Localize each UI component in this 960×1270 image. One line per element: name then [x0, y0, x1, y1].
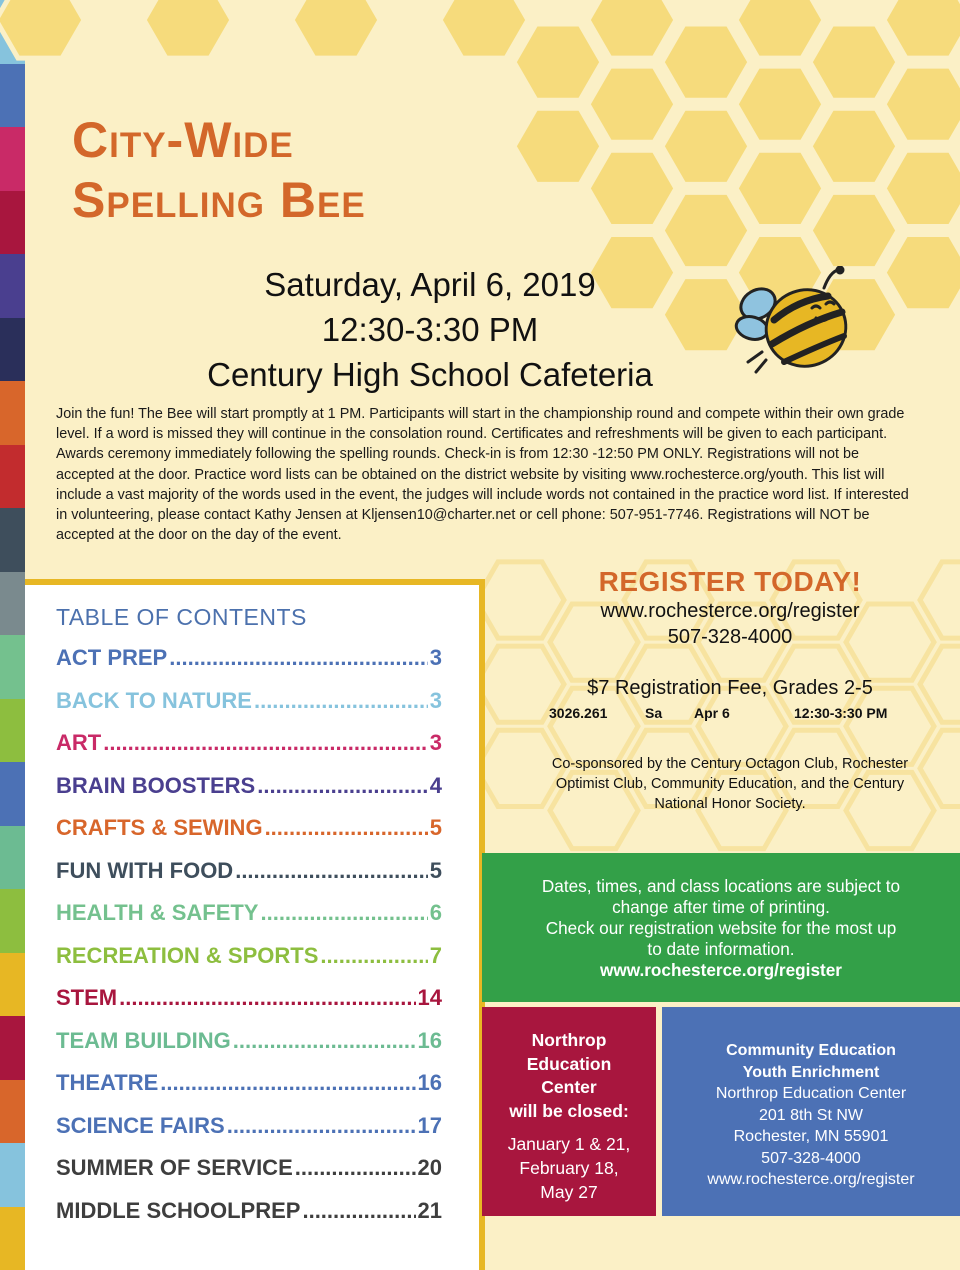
- honeycomb-cell: [884, 150, 960, 226]
- toc-item[interactable]: [56, 645, 442, 688]
- event-location: Century High School Cafeteria: [207, 356, 653, 393]
- toc-list: [56, 645, 442, 1240]
- toc-item-page: 21: [417, 1197, 442, 1223]
- toc-leader-dots: [257, 773, 428, 799]
- event-time: 12:30-3:30 PM: [321, 311, 539, 348]
- closure-date-3: May 27: [540, 1182, 598, 1202]
- honeycomb-cell: [810, 24, 898, 100]
- schedule-notice-box: [482, 853, 960, 1002]
- contact-line-4: 201 8th St NW: [758, 1106, 864, 1124]
- toc-item[interactable]: [56, 688, 442, 731]
- honeycomb-cell: [588, 0, 676, 58]
- toc-item-page: 6: [429, 900, 442, 925]
- toc-item[interactable]: [56, 985, 442, 1028]
- toc-item-page: 16: [417, 1070, 442, 1095]
- honeycomb-cell: [810, 108, 898, 184]
- toc-leader-dots: [265, 815, 428, 841]
- toc-leader-dots: [169, 645, 428, 671]
- closure-date-2: February 18,: [519, 1158, 619, 1178]
- closure-line-3: Center: [541, 1077, 597, 1097]
- toc-item-label: BRAIN BOOSTERS: [56, 772, 256, 798]
- honeycomb-cell: [662, 24, 750, 100]
- intro-paragraph: Join the fun! The Bee will start promptly at 1 PM. Participants will start in the championship round and compete within their own grade level. If a word is missed they will continue in the consolation round. Certificates and refreshments will be given to each participant. Awards ceremony immediately following the spelling rounds. Check-in is from 12:30 -12:50 PM ONLY. Registrations will not be accepted at the door. Practice word lists can be obtained on the district website by visiting www.rochesterce.org/youth. This list will include a vast majority of the words used in the event, the judges will include words not contained in the practice word list. If interested in volunteering, please contact Kathy Jensen at Kljensen10@charter.net or cell phone: 507-951-7746. Registrations will NOT be accepted at the door on the day of the event.: [56, 406, 909, 544]
- toc-item-label: TEAM BUILDING: [56, 1027, 231, 1053]
- toc-leader-dots: [260, 900, 427, 926]
- toc-item[interactable]: [56, 900, 442, 943]
- toc-item-label: HEALTH & SAFETY: [56, 900, 259, 925]
- title-line-2: Spelling Bee: [72, 172, 366, 228]
- toc-item-label: SCIENCE FAIRS: [56, 1112, 225, 1138]
- toc-item-page: 3: [429, 645, 442, 670]
- register-heading: REGISTER TODAY!: [598, 566, 862, 597]
- toc-item-label: ART: [56, 730, 102, 755]
- toc-item[interactable]: [56, 858, 442, 901]
- closure-line-1: Northrop: [531, 1030, 607, 1050]
- page-title: [72, 110, 366, 230]
- toc-item-page: 5: [429, 815, 442, 840]
- toc-item-label: STEM: [56, 985, 118, 1010]
- toc-item-page: 14: [417, 985, 442, 1010]
- honeycomb-cell: [144, 0, 232, 58]
- toc-item-page: 20: [417, 1155, 442, 1180]
- toc-item-label: CRAFTS & SEWING: [56, 815, 263, 840]
- toc-leader-dots: [235, 858, 428, 884]
- toc-heading: TABLE OF CONTENTS: [56, 604, 307, 630]
- honeycomb-cell: [884, 66, 960, 142]
- honeycomb-cell: [736, 66, 824, 142]
- contact-url-link[interactable]: www.rochesterce.org/register: [707, 1171, 915, 1188]
- closure-notice-box: [482, 1007, 656, 1216]
- toc-item[interactable]: [56, 730, 442, 773]
- honeycomb-cell: [736, 0, 824, 58]
- honeycomb-cell: [662, 108, 750, 184]
- session-day: Sa: [645, 705, 663, 721]
- toc-item-label: RECREATION & SPORTS: [56, 942, 319, 968]
- honeycomb-cell: [514, 24, 602, 100]
- register-url-link[interactable]: www.rochesterce.org/register: [600, 600, 860, 622]
- toc-item-label: ACT PREP: [56, 645, 168, 670]
- toc-item-page: 4: [429, 772, 442, 798]
- table-of-contents: [25, 579, 485, 1270]
- notice-line-3: Check our registration website for the most up: [545, 918, 897, 938]
- session-code: 3026.261: [549, 705, 608, 721]
- contact-info-box: [662, 1007, 960, 1216]
- toc-leader-dots: [227, 1113, 416, 1139]
- notice-line-4: to date information.: [647, 939, 795, 959]
- honeycomb-cell: [884, 0, 960, 58]
- honeycomb-cell: [514, 108, 602, 184]
- toc-item[interactable]: [56, 1070, 442, 1113]
- toc-item-label: MIDDLE SCHOOLPREP: [56, 1197, 301, 1223]
- honeycomb-cell: [662, 192, 750, 268]
- cosponsors-text: Co-sponsored by the Century Octagon Club, Rochester Optimist Club, Community Education, and the Century National Honor Society.: [551, 756, 909, 812]
- toc-leader-dots: [233, 1028, 416, 1054]
- toc-leader-dots: [254, 688, 428, 714]
- toc-item[interactable]: [56, 1113, 442, 1156]
- honeycomb-cell: [440, 0, 528, 58]
- contact-line-3: Northrop Education Center: [715, 1085, 907, 1102]
- closure-line-4: will be closed:: [509, 1100, 629, 1121]
- toc-item[interactable]: [56, 773, 442, 816]
- honeycomb-cell: [292, 0, 380, 58]
- toc-item-page: 3: [429, 687, 442, 713]
- toc-item[interactable]: [56, 943, 442, 986]
- session-time: 12:30-3:30 PM: [794, 705, 888, 721]
- contact-line-5: Rochester, MN 55901: [733, 1128, 889, 1145]
- toc-item-label: THEATRE: [56, 1070, 159, 1095]
- registration-fee: $7 Registration Fee, Grades 2-5: [587, 677, 873, 699]
- toc-item-label: SUMMER OF SERVICE: [56, 1155, 293, 1180]
- contact-line-1: Community Education: [726, 1042, 896, 1059]
- toc-leader-dots: [295, 1155, 416, 1181]
- honeycomb-cell: [736, 150, 824, 226]
- event-details: [150, 262, 710, 397]
- contact-phone: 507-328-4000: [761, 1149, 861, 1167]
- honeycomb-cell: [588, 66, 676, 142]
- register-phone: 507-328-4000: [667, 626, 793, 648]
- toc-item-page: 3: [429, 730, 442, 755]
- toc-item-page: 7: [429, 942, 442, 968]
- toc-leader-dots: [119, 985, 415, 1011]
- toc-item-label: FUN WITH FOOD: [56, 857, 234, 883]
- toc-item[interactable]: [56, 815, 442, 858]
- toc-leader-dots: [320, 943, 427, 969]
- event-date: Saturday, April 6, 2019: [264, 266, 596, 303]
- contact-line-2: Youth Enrichment: [742, 1063, 880, 1081]
- toc-item-page: 17: [417, 1112, 442, 1138]
- toc-item-page: 5: [429, 857, 442, 883]
- toc-item-page: 16: [417, 1027, 442, 1053]
- toc-item[interactable]: [56, 1028, 442, 1071]
- notice-url-link[interactable]: www.rochesterce.org/register: [600, 960, 842, 980]
- toc-item[interactable]: [56, 1198, 442, 1241]
- title-line-1: City-Wide: [72, 112, 294, 168]
- honeycomb-cell: [884, 235, 960, 311]
- bee-illustration: [728, 266, 860, 376]
- toc-leader-dots: [103, 730, 428, 756]
- closure-date-1: January 1 & 21,: [507, 1134, 631, 1154]
- honeycomb-cell: [0, 0, 84, 58]
- toc-leader-dots: [160, 1070, 415, 1096]
- honeycomb-cell: [588, 150, 676, 226]
- toc-leader-dots: [302, 1198, 415, 1224]
- closure-line-2: Education: [526, 1053, 612, 1074]
- toc-item-label: BACK TO NATURE: [56, 687, 252, 713]
- honeycomb-cell: [810, 192, 898, 268]
- session-date: Apr 6: [694, 705, 730, 721]
- notice-line-2: change after time of printing.: [612, 897, 830, 917]
- toc-item[interactable]: [56, 1155, 442, 1198]
- register-section: [540, 566, 920, 650]
- notice-line-1: Dates, times, and class locations are subject to: [541, 876, 901, 896]
